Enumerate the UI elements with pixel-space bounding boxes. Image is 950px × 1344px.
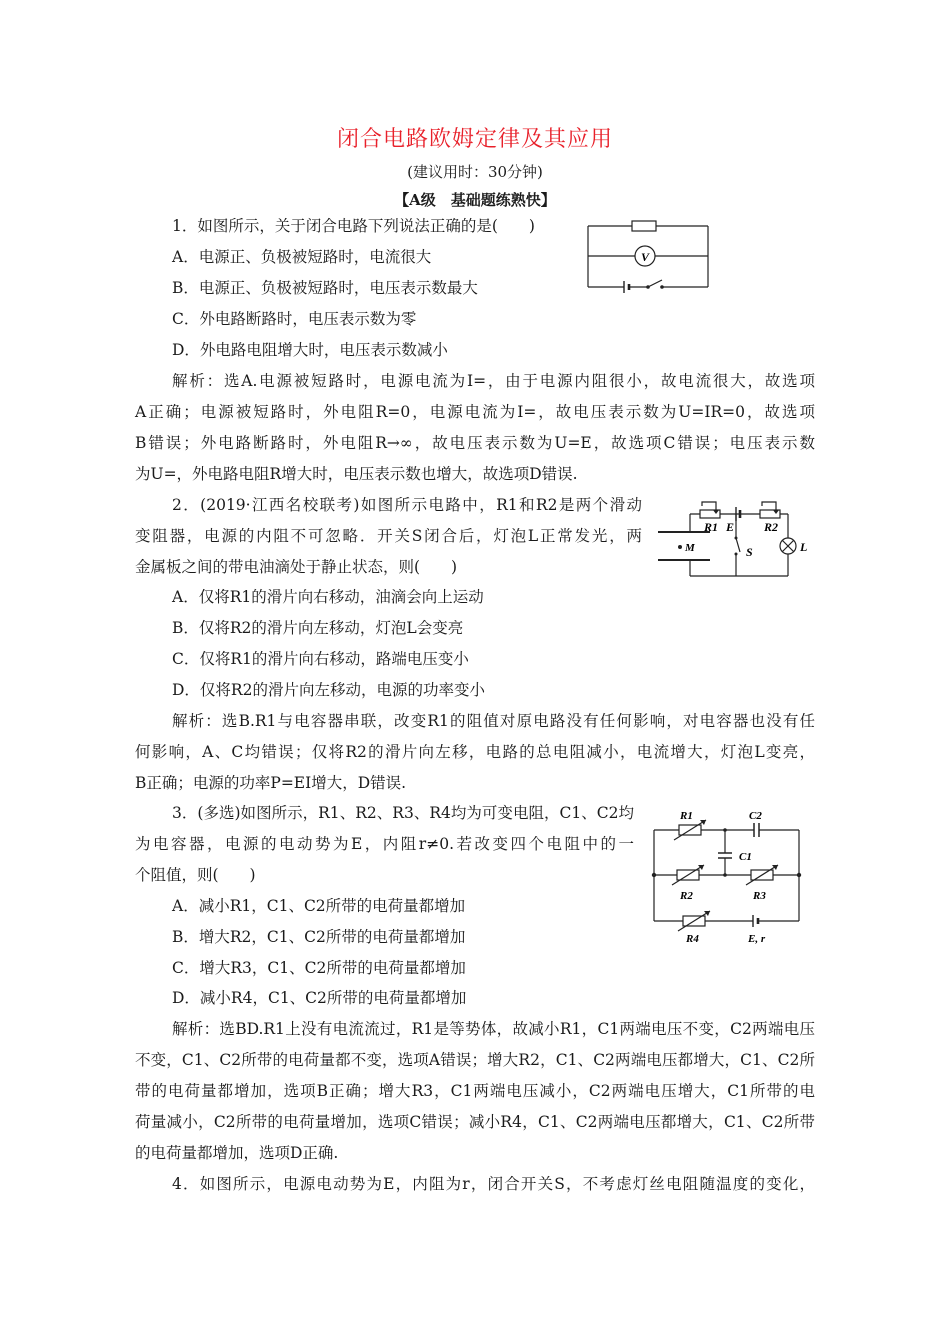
q2-analysis-line: 何影响，A、C均错误；仅将R2的滑片向左移，电路的总电阻减小，电流增大，灯泡L变亮， [135,743,815,761]
q1-stem: 1．如图所示，关于闭合电路下列说法正确的是( ) [172,217,535,235]
r1-label: R1 [680,810,693,822]
q2-analysis-line: B正确；电源的功率P=EI增大，D错误. [135,774,407,792]
q3-analysis-line: 荷量减小，C2所带的电荷量增加，选项C错误；减小R4，C1、C2两端电压都增大，C1、C2所带 [135,1113,815,1131]
e-label: E [726,520,735,534]
q3-stem-line: 为电容器，电源的电动势为E，内阻r≠0.若改变四个电阻中的一 [135,835,634,853]
q3-option-d: D．减小R4，C1、C2所带的电荷量都增加 [172,989,467,1007]
q3-option-c: C．增大R3，C1、C2所带的电荷量都增加 [172,959,466,977]
q3-option-b: B．增大R2，C1、C2所带的电荷量都增加 [172,928,466,946]
m-label: M [685,542,695,554]
q1-option-a: A．电源正、负极被短路时，电流很大 [172,248,432,266]
q4-stem: 4．如图所示，电源电动势为E，内阻为r，闭合开关S，不考虑灯丝电阻随温度的变化， [172,1175,815,1193]
q3-stem-line: 3．(多选)如图所示，R1、R2、R3、R4均为可变电阻，C1、C2均 [172,804,634,822]
q2-analysis-line: 解析：选B.R1与电容器串联，改变R1的阻值对原电路没有任何影响，对电容器也没有任 [172,712,815,730]
q2-option-d: D．仅将R2的滑片向左移动，电源的功率变小 [172,681,485,699]
q2-circuit-diagram [652,496,812,582]
r3-label: R3 [753,890,766,902]
c2-label: C2 [749,810,762,822]
r2-label: R2 [764,520,779,534]
q2-stem-line: 2．(2019·江西名校联考)如图所示电路中，R1和R2是两个滑动 [172,496,642,514]
q3-analysis-line: 解析：选BD.R1上没有电流流过，R1是等势体，故减小R1，C1两端电压不变，C2两端电压 [172,1020,815,1038]
suggested-time: (建议用时：30分钟) [407,163,543,181]
c1-label: C1 [739,851,752,863]
q3-analysis-line: 带的电荷量都增加，选项B正确；增大R3，C1两端电压减小，C2两端电压增大，C1所带的电 [135,1082,815,1100]
q1-analysis-line: 为U=，外电路电阻R增大时，电压表示数也增大，故选项D错误. [135,465,578,483]
l-label: L [800,540,808,554]
voltmeter-label: V [640,250,650,264]
q2-option-b: B．仅将R2的滑片向左移动，灯泡L会变亮 [172,619,464,637]
r2-label: R2 [680,890,693,902]
page-title: 闭合电路欧姆定律及其应用 [336,127,613,152]
q2-option-c: C．仅将R1的滑片向右移动，路端电压变小 [172,650,469,668]
r4-label: R4 [686,933,699,945]
q1-option-d: D．外电路电阻增大时，电压表示数减小 [172,341,448,359]
q2-option-a: A．仅将R1的滑片向右移动，油滴会向上运动 [172,588,484,606]
s-label: S [746,545,753,559]
section-heading: 【A级 基础题练熟快】 [394,191,556,209]
q3-stem-line: 个阻值，则( ) [135,866,256,884]
q1-analysis-line: 解析：选A.电源被短路时，电源电流为I=，由于电源内阻很小，故电流很大，故选项 [172,372,815,390]
q1-option-c: C．外电路断路时，电压表示数为零 [172,310,417,328]
q1-analysis-line: A正确；电源被短路时，外电阻R=0，电源电流为I=，故电压表示数为U=IR=0，故选项 [135,403,815,421]
q3-circuit-diagram [648,806,808,946]
q1-analysis-line: B错误；外电路断路时，外电阻R→∞，故电压表示数为U=E，故选项C错误；电压表示数 [135,434,815,452]
er-label: E, r [748,933,766,945]
q3-analysis-line: 的电荷量都增加，选项D正确. [135,1144,339,1162]
q1-circuit-diagram [580,214,715,296]
q3-analysis-line: 不变，C1、C2所带的电荷量都不变，选项A错误；增大R2，C1、C2两端电压都增大，C1、C2所 [135,1051,815,1069]
q1-option-b: B．电源正、负极被短路时，电压表示数最大 [172,279,478,297]
q3-option-a: A．减小R1，C1、C2所带的电荷量都增加 [172,897,466,915]
q2-stem-line: 变阻器，电源的内阻不可忽略．开关S闭合后，灯泡L正常发光，两 [135,527,642,545]
q2-stem-line: 金属板之间的带电油滴处于静止状态，则( ) [135,558,458,576]
r1-label: R1 [704,520,719,534]
